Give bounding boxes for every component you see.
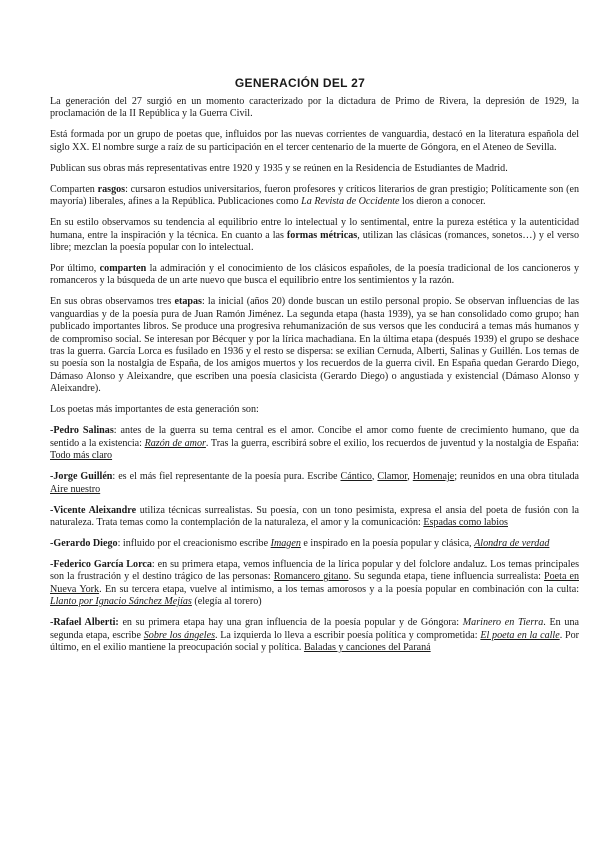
work-title: Baladas y canciones del Paraná [303,641,431,653]
estilo-paragraph: En su estilo observamos su tendencia al equilibrio entre lo intelectual y lo sentimental, entre la pureza estética y la autenticidad humana, entre la inspiración y la técnica. En cuanto a las formas métricas, utilizan las clásicas (romances, sonetos…) y el verso libre; mezclan la poesía popular con lo intelectual. [50,217,579,254]
work-title: Todo más claro [50,450,113,462]
poet-name: -Federico García Lorca [50,558,152,570]
poet-alberti: -Rafael Alberti: en su primera etapa hay una gran influencia de la poesía popular y de Góngora: Marinero en Tierra. En una segunda etapa, escribe Sobre los ángeles. La izquierda lo lleva a escribir poesía política y comprometida: El poeta en la calle. Por último, en el exilio mantiene la preocupación social y política. Baladas y canciones del Paraná [50,617,580,653]
work-title: Poeta en Nueva York [50,571,579,595]
work-title: Razón de amor [144,437,206,449]
work-title: Cántico [340,471,372,483]
poet-name: -Rafael Alberti: [50,617,119,629]
intro-paragraph-3: Publican sus obras más representativas entre 1920 y 1935 y se reúnen en la Residencia de Estudiantes de Madrid. [50,162,508,174]
comparten-paragraph: Por último, comparten la admiración y el conocimiento de los clásicos españoles, de la poesía tradicional de los cancioneros y romanceros y la búsqueda de un arte nuevo que busca el equilibrio entre los sentimientos y la razón. [50,263,579,287]
etapas-keyword: etapas [174,296,202,308]
work-title: Alondra de verdad [474,537,550,549]
intro-paragraph-1: La generación del 27 surgió en un momento caracterizado por la dictadura de Primo de Rivera, la depresión de 1929, la proclamación de la II República y la Guerra Civil. [50,96,579,120]
poet-name: -Jorge Guillén [50,471,113,483]
poet-lorca: -Federico García Lorca: en su primera etapa, vemos influencia de la lírica popular y del folclore andaluz. Los temas principales son la frustración y el destino trágico de las personas: Romancero gitano. Su segunda etapa, tiene influencia surrealista: Poeta en Nueva York. En su tercera etapa, vuelve al intimismo, a los temas amorosos y a la poesía popular en combinación con la culta: Llanto por Ignacio Sánchez Mejías (elegía al torero) [50,558,580,608]
revista-title: La Revista de Occidente [301,196,400,208]
work-title: Clamor [377,471,408,483]
rasgos-paragraph: Comparten rasgos: cursaron estudios universitarios, fueron profesores y críticos literarios de gran prestigio; Políticamente son (en mayoría) liberales, afines a la República. Publicaciones como La Revista de Occidente los dieron a conocer. [50,183,579,208]
rasgos-keyword: rasgos [97,183,126,195]
work-title: Espadas como labios [423,516,508,528]
work-title: Aire nuestro [50,483,101,495]
page-title: GENERACIÓN DEL 27 [234,76,366,90]
work-title: Marinero en Tierra [462,617,544,629]
poet-salinas: -Pedro Salinas: antes de la guerra su tema central es el amor. Concibe el amor como fuente de crecimiento humano, que da sentido a la existencia: Razón de amor. Tras la guerra, escribirá sobre el exilio, los recuerdos de juventud y la nostalgia de España: Todo más claro [50,425,579,462]
comparten-keyword: comparten [99,263,147,275]
poet-guillen: -Jorge Guillén: es el más fiel representante de la poesía pura. Escribe Cántico, Clamor, Homenaje; reunidos en una obra titulada Aire nuestro [50,471,579,495]
poet-name: -Gerardo Diego [50,537,118,549]
poet-name: -Pedro Salinas [50,425,114,437]
work-title: Homenaje [412,471,455,483]
work-title: El poeta en la calle [480,629,560,641]
work-title: Romancero gitano [273,571,349,583]
formas-metricas-keyword: formas métricas [286,229,358,241]
intro-paragraph-2: Está formada por un grupo de poetas que, influidos por las nuevas corrientes de vanguardia, destacó en la literatura española del siglo XX. El nombre surge a raíz de su participación en el tercer centenario de la muerte de Góngora, en el Ateneo de Sevilla. [50,129,579,153]
etapas-paragraph: En sus obras observamos tres etapas: la inicial (años 20) donde buscan un estilo personal propio. Se observan influencias de las vanguardias y de la poesía pura de Juan Ramón Jiménez. La segunda etapa (hasta 1939), ya se han consolidado como grupo; han publicado importantes libros. Se produce una progresiva rehumanización de sus versos que les conducirá a temas más humanos y de compromiso social. Se interesan por Bécquer y por la lírica machadiana. En la última etapa (después 1939) el grupo se deshace tras la guerra. García Lorca es fusilado en 1936 y el resto se dispersa: se exilian Cernuda, Alberti, Salinas y Guillén. Los temas de su poesía son la nostalgia de España, de los amigos muertos y los recuerdos de la guerra civil. En España quedan Gerardo Diego, Dámaso Alonso y Aleixandre, que escriben una poesía clasicista (Gerardo Diego) o angustiada y existencial (Dámaso Alonso y Aleixandre). [50,296,579,395]
poetas-intro: Los poetas más importantes de esta generación son: [50,404,259,416]
work-title: Imagen [270,537,301,549]
poet-aleixandre: -Vicente Aleixandre utiliza técnicas surrealistas. Su poesía, con un tono pesimista, expresa el ansia del poeta de fusión con la naturaleza. Trata temas como la contemplación de la naturaleza, el amor y la comunicación: Espadas como labios [50,504,579,528]
document-body [50,96,579,663]
poet-name: -Vicente Aleixandre [50,504,137,516]
work-title: Llanto por Ignacio Sánchez Mejías [50,596,192,608]
work-title: Sobre los ángeles [143,629,215,641]
poet-diego: -Gerardo Diego: influido por el creacionismo escribe Imagen e inspirado en la poesía popular y clásica, Alondra de verdad [50,537,550,549]
